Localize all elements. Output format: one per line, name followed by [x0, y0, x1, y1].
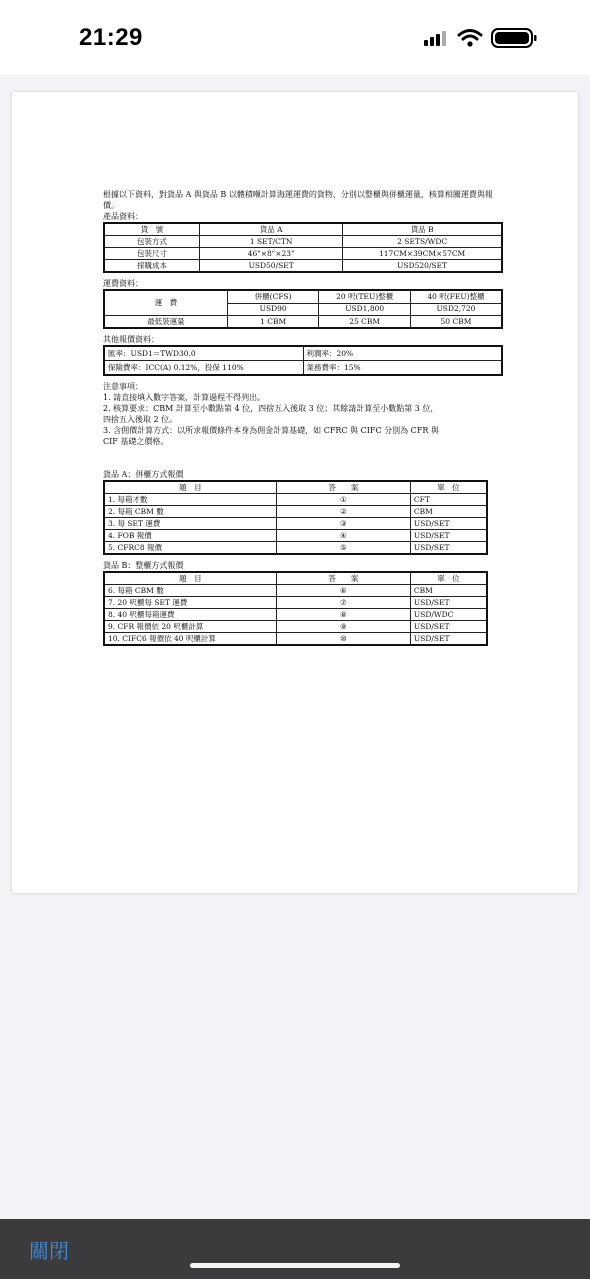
table-cell: 採購成本 [104, 260, 200, 273]
table-row [104, 506, 487, 518]
table-cell: ⑦ [276, 597, 410, 609]
table-row [104, 248, 502, 260]
freight-table [103, 289, 503, 329]
table-cell: USD/SET [410, 518, 487, 530]
table-row [104, 361, 502, 376]
table-cell: ⑨ [276, 621, 410, 633]
table-cell: 9. CFR 報價依 20 呎櫃計算 [104, 621, 276, 633]
table-cell: ① [276, 494, 410, 506]
freight-section-title: 運費資料： [103, 279, 143, 288]
table-cell: 40 呎(FEU)整櫃 [410, 290, 502, 303]
table-cell: 7. 20 呎櫃每 SET 運費 [104, 597, 276, 609]
table-b-title: 貨品 B：整櫃方式報價 [103, 561, 184, 570]
note-line: 四捨五入後取 2 位。 [103, 415, 178, 424]
table-cell: 20 呎(TEU)整櫃 [319, 290, 411, 303]
table-header-cell: 答 案 [276, 572, 410, 585]
table-cell: 運 費 [104, 290, 227, 316]
note-line: CIF 基礎之價格。 [103, 437, 169, 446]
table-cell: 8. 40 呎櫃每箱運費 [104, 609, 276, 621]
table-cell: ④ [276, 530, 410, 542]
table-cell: CBM [410, 585, 487, 597]
table-cell: ⑩ [276, 633, 410, 646]
other-quote-table [103, 345, 503, 376]
table-cell: USD/SET [410, 530, 487, 542]
table-row [104, 542, 487, 555]
table-cell: ⑤ [276, 542, 410, 555]
table-cell: 包裝尺寸 [104, 248, 200, 260]
table-row [104, 290, 502, 303]
table-cell: 6. 每箱 CBM 數 [104, 585, 276, 597]
table-cell: USD520/SET [343, 260, 502, 273]
answer-table-b [103, 571, 488, 646]
notes-title: 注意事項： [103, 382, 143, 391]
table-cell: ⑧ [276, 609, 410, 621]
table-cell: USD/SET [410, 633, 487, 646]
table-cell: 併櫃(CFS) [227, 290, 319, 303]
answer-table-a [103, 480, 488, 555]
table-cell: 利潤率：20% [303, 346, 502, 361]
table-cell: 業務費率：15% [303, 361, 502, 376]
table-row [104, 260, 502, 273]
table-cell: ⑥ [276, 585, 410, 597]
table-cell: 最低裝運量 [104, 316, 227, 329]
table-row [104, 518, 487, 530]
table-header-cell: 答 案 [276, 481, 410, 494]
table-row [104, 236, 502, 248]
document-content [103, 189, 503, 646]
table-cell: 2 SETS/WDC [343, 236, 502, 248]
table-cell: 貨品 A [200, 223, 343, 236]
table-cell: 匯率：USD1＝TWD30.0 [104, 346, 303, 361]
table-cell: 1 SET/CTN [200, 236, 343, 248]
table-cell: 1 CBM [227, 316, 319, 329]
table-cell: 貨 號 [104, 223, 200, 236]
table-row [104, 346, 502, 361]
bottom-toolbar [0, 1219, 590, 1279]
table-cell: 10. CIFC6 報價依 40 呎櫃計算 [104, 633, 276, 646]
table-cell: CFT [410, 494, 487, 506]
note-line: 3. 含佣價計算方式：以所求報價條件本身為佣金計算基礎，如 CFRC 與 CIFC 分別為 CFR 與 [103, 426, 439, 435]
table-row [104, 494, 487, 506]
intro-text: 根據以下資料，對貨品 A 與貨品 B 以體積噸計算海運運費的貨物，分別以整櫃與併櫃運量，核算相關運費與報價。 [103, 190, 493, 210]
table-cell: USD/SET [410, 597, 487, 609]
table-header-cell: 單 位 [410, 572, 487, 585]
status-icons [422, 26, 542, 52]
other-section-title: 其他報價資料： [103, 335, 159, 344]
table-row [104, 223, 502, 236]
table-cell: USD90 [227, 303, 319, 316]
table-row [104, 597, 487, 609]
notes [103, 381, 503, 447]
table-header-cell: 題 目 [104, 481, 276, 494]
close-button[interactable]: 關閉 [29, 1239, 69, 1263]
table-cell: 3. 每 SET 運費 [104, 518, 276, 530]
table-cell: 117CM×39CM×57CM [343, 248, 502, 260]
note-line: 2. 核算要求：CBM 計算至小數點第 4 位，四捨五入後取 3 位；其餘請計算至小數點第 3 位， [103, 404, 439, 413]
table-header-cell: 單 位 [410, 481, 487, 494]
table-cell: 25 CBM [319, 316, 411, 329]
table-cell: USD/WDC [410, 609, 487, 621]
table-cell: 46"×8"×23" [200, 248, 343, 260]
table-row [104, 585, 487, 597]
table-header-cell: 題 目 [104, 572, 276, 585]
table-cell: CBM [410, 506, 487, 518]
table-cell: USD1,800 [319, 303, 411, 316]
table-cell: ③ [276, 518, 410, 530]
status-bar [0, 0, 590, 75]
table-header-row [104, 572, 487, 585]
table-cell: 包裝方式 [104, 236, 200, 248]
table-cell: ② [276, 506, 410, 518]
home-indicator[interactable] [190, 1263, 400, 1268]
document-page [12, 92, 578, 893]
product-section-title: 產品資料： [103, 212, 143, 221]
table-cell: USD/SET [410, 621, 487, 633]
table-cell: 50 CBM [410, 316, 502, 329]
table-cell: 貨品 B [343, 223, 502, 236]
table-header-row [104, 481, 487, 494]
table-row [104, 609, 487, 621]
table-cell: USD50/SET [200, 260, 343, 273]
table-a-title: 貨品 A：併櫃方式報價 [103, 470, 184, 479]
table-cell: 4. FOB 報價 [104, 530, 276, 542]
table-cell: 保險費率：ICC(A) 0.12%，投保 110% [104, 361, 303, 376]
table-cell: USD2,720 [410, 303, 502, 316]
table-row [104, 633, 487, 646]
table-cell: USD/SET [410, 542, 487, 555]
table-cell: 1. 每箱才數 [104, 494, 276, 506]
note-line: 1. 請直接填入數字答案，計算過程不得列出。 [103, 393, 266, 402]
table-row [104, 316, 502, 329]
status-time: 21:29 [79, 24, 143, 51]
table-row [104, 530, 487, 542]
table-row [104, 621, 487, 633]
product-table [103, 222, 503, 273]
table-cell: 2. 每箱 CBM 數 [104, 506, 276, 518]
signal-wifi-battery-icon [422, 26, 542, 52]
table-cell: 5. CFRC8 報價 [104, 542, 276, 555]
